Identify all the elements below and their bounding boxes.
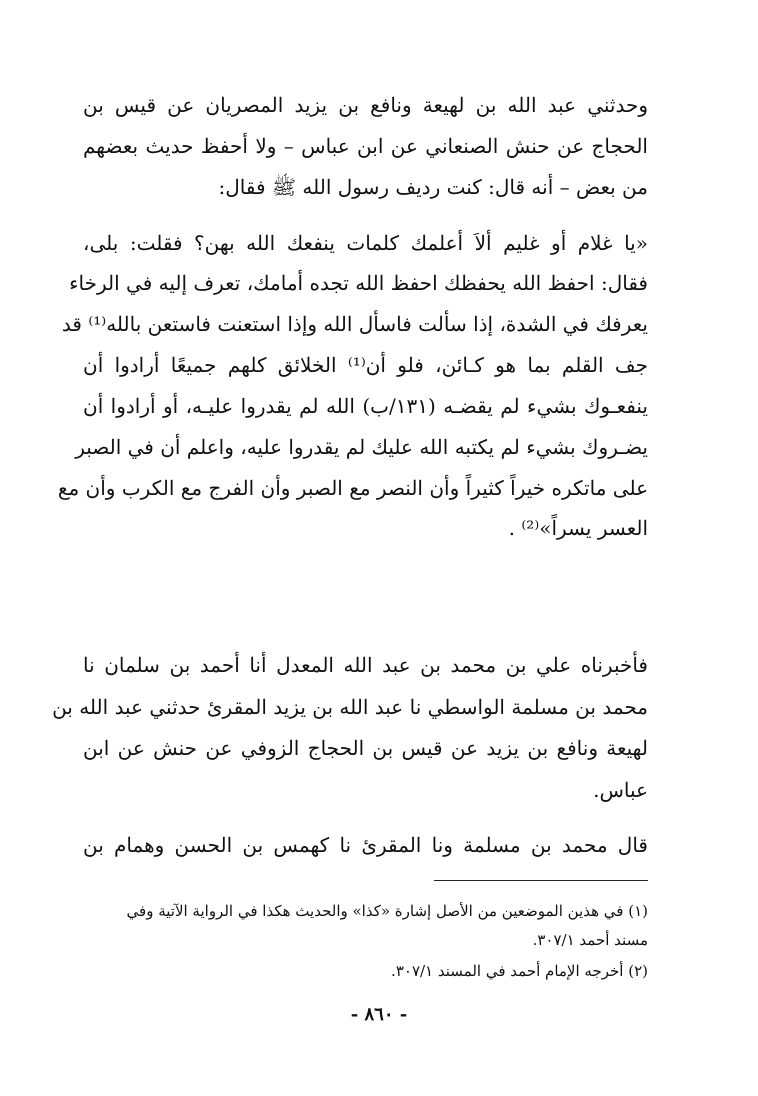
text-line: ينفعـوك بشيء لم يقضـه (١٣١/ب) الله لم يقدروا عليـه، أو أرادوا أن <box>83 394 648 418</box>
text-line: فأخبرناه علي بن محمد بن عبد الله المعدل أنا أحمد بن سلمان نا <box>83 653 648 677</box>
footnote-line: مسند أحمد ٣٠٧/١. <box>532 931 648 949</box>
text-line: الحجاج عن حنش الصنعاني عن ابن عباس – ولا أحفظ حديث بعضهم <box>83 134 648 158</box>
text-line: فقال: احفظ الله يحفظك احفظ الله تجده أمامك، تعرف إليه في الرخاء <box>69 271 648 295</box>
text-line: قال محمد بن مسلمة ونا المقرئ نا كهمس بن الحسن وهمام بن <box>83 833 648 857</box>
text-line: وحدثني عبد الله بن لهيعة ونافع بن يزيد المصريان عن قيس بن <box>83 93 648 117</box>
text-line: العسر يسراً»⁽²⁾ . <box>508 516 648 540</box>
footnote-separator <box>434 880 648 881</box>
text-line: عباس. <box>593 778 648 802</box>
footnote-line: (٢) أخرجه الإمام أحمد في المسند ٣٠٧/١. <box>391 962 648 980</box>
text-line: يضـروك بشيء لم يكتبه الله عليك لم يقدروا عليه، واعلم أن في الصبر <box>75 435 648 459</box>
text-line: يعرفك في الشدة، إذا سألت فاسأل الله وإذا استعنت فاستعن بالله⁽¹⁾ قد <box>61 312 648 336</box>
footnote-line: (١) في هذين الموضعين من الأصل إشارة «كذا» والحديث هكذا في الرواية الآتية وفي <box>126 902 648 920</box>
text-line: على ماتكره خيراً كثيراً وأن النصر مع الصبر وأن الفرج مع الكرب وأن مع <box>57 476 648 500</box>
text-line: «يا غلام أو غليم ألاَ أعلمك كلمات ينفعك الله بهن؟ فقلت: بلى، <box>83 231 648 255</box>
text-line: لهيعة ونافع بن يزيد عن قيس بن الحجاج الزوفي عن حنش عن ابن <box>83 736 648 760</box>
text-line: محمد بن مسلمة الواسطي نا عبد الله بن يزيد المقرئ حدثني عبد الله بن <box>52 695 648 719</box>
text-line: من بعض – أنه قال: كنت رديف رسول الله ﷺ فقال: <box>218 175 648 199</box>
text-line: جف القلم بما هو كـائن، فلو أن⁽¹⁾ الخلائق كلهم جميعًا أرادوا أن <box>83 353 649 377</box>
page-number: - ٨٦٠ - <box>350 1004 408 1025</box>
